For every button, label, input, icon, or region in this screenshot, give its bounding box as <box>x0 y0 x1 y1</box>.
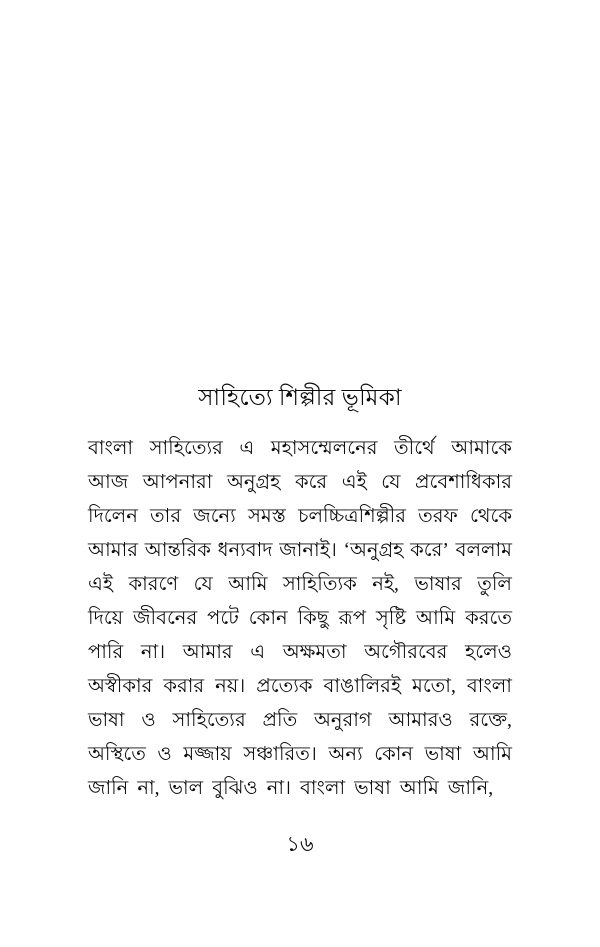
text-word: অস্বীকার <box>88 676 153 697</box>
text-word: আমারও <box>388 710 453 731</box>
text-word: প্রবেশাধিকার <box>415 472 512 493</box>
text-word: ভাষা <box>424 744 462 765</box>
text-line <box>88 466 512 500</box>
text-word: না। <box>266 778 292 799</box>
text-word: রূপ <box>338 608 366 629</box>
text-word: পারি <box>88 642 124 663</box>
text-line <box>88 704 512 738</box>
text-word: মজ্জায় <box>183 744 232 765</box>
text-word: তার <box>150 506 182 527</box>
text-word: তরফ <box>418 506 458 527</box>
text-word: না, <box>137 778 160 799</box>
text-word: ও <box>157 744 172 765</box>
text-word: আমি <box>472 744 512 765</box>
text-word: এ <box>250 642 266 663</box>
text-word: বুঝিও <box>212 778 258 799</box>
text-word: আমাকে <box>451 438 512 459</box>
text-word: হলেও <box>465 642 512 663</box>
text-word: বাংলা <box>88 438 134 459</box>
text-word: আমি <box>416 608 456 629</box>
text-line <box>88 670 512 704</box>
text-word: তুলি <box>477 574 512 595</box>
text-word: থেকে <box>469 506 512 527</box>
text-word: আজ <box>88 472 129 493</box>
text-word: সাহিত্যিক <box>282 574 357 595</box>
text-word: দিয়ে <box>88 608 124 629</box>
text-word: ভাষার <box>414 574 462 595</box>
text-line <box>88 568 512 602</box>
text-word: নই, <box>372 574 399 595</box>
text-line <box>88 432 512 466</box>
text-line <box>88 602 512 636</box>
text-word: বললাম <box>455 540 512 561</box>
text-word: অস্থিতে <box>88 744 146 765</box>
text-word: অগৌরবের <box>364 642 448 663</box>
text-word: প্রতি <box>262 710 298 731</box>
text-word: প্রত্যেক <box>256 676 313 697</box>
text-word: সৃষ্টি <box>375 608 407 629</box>
text-word: মতো, <box>412 676 456 697</box>
text-word: তীর্থে <box>394 438 435 459</box>
text-word: আন্তরিক <box>144 540 211 561</box>
text-word: করার <box>163 676 205 697</box>
text-word: সমস্ত <box>248 506 286 527</box>
text-word: আপনারা <box>142 472 213 493</box>
text-line <box>88 500 512 534</box>
text-word: না। <box>140 642 166 663</box>
text-word: আমার <box>88 540 138 561</box>
text-word: যে <box>381 472 401 493</box>
text-line <box>88 738 512 772</box>
text-word: করে’ <box>410 540 449 561</box>
text-word: মহাসম্মেলনের <box>270 438 378 459</box>
text-word: সঞ্চারিত। <box>243 744 317 765</box>
text-word: জানি, <box>447 778 494 799</box>
text-word: বাঙালিরই <box>323 676 401 697</box>
text-word: অক্ষমতা <box>282 642 347 663</box>
text-word: এ <box>239 438 255 459</box>
text-word: ও <box>141 710 156 731</box>
text-word: জীবনের <box>133 608 198 629</box>
text-word: কারণে <box>128 574 179 595</box>
text-word: ধন্যবাদ <box>217 540 273 561</box>
text-word: জানাই। <box>279 540 337 561</box>
text-word: রক্তে, <box>469 710 512 731</box>
text-word: জানি <box>88 778 129 799</box>
text-word: আমি <box>228 574 268 595</box>
text-word: চলচ্চিত্রশিল্পীর <box>297 506 406 527</box>
text-word: করতে <box>465 608 512 629</box>
text-word: ভাল <box>168 778 204 799</box>
text-word: ভাষা <box>354 778 391 799</box>
text-line <box>88 534 512 568</box>
text-word: অনুগ্রহ <box>227 472 281 493</box>
body-paragraph <box>88 432 512 806</box>
text-word: আমি <box>399 778 439 799</box>
text-word: সাহিত্যের <box>149 438 223 459</box>
text-word: বাংলা <box>300 778 346 799</box>
text-line <box>88 636 512 670</box>
text-word: যে <box>193 574 213 595</box>
text-line <box>88 772 512 806</box>
text-word: জন্যে <box>193 506 236 527</box>
text-word: পটে <box>207 608 239 629</box>
text-word: সাহিত্যের <box>172 710 246 731</box>
page-number: ১৬ <box>286 832 314 856</box>
text-word: এই <box>88 574 113 595</box>
text-word: কিছু <box>297 608 329 629</box>
text-word: বাংলা <box>466 676 512 697</box>
text-word: কোন <box>374 744 414 765</box>
page-title: সাহিত্যে শিল্পীর ভূমিকা <box>198 385 402 411</box>
text-word: নয়। <box>215 676 246 697</box>
text-word: অনুরাগ <box>314 710 372 731</box>
text-word: অন্য <box>328 744 363 765</box>
text-word: ভাষা <box>88 710 125 731</box>
text-word: ‘অনুগ্রহ <box>343 540 404 561</box>
text-word: আমার <box>182 642 233 663</box>
text-word: করে <box>294 472 328 493</box>
text-word: এই <box>341 472 367 493</box>
text-word: দিলেন <box>88 506 138 527</box>
text-word: কোন <box>248 608 288 629</box>
